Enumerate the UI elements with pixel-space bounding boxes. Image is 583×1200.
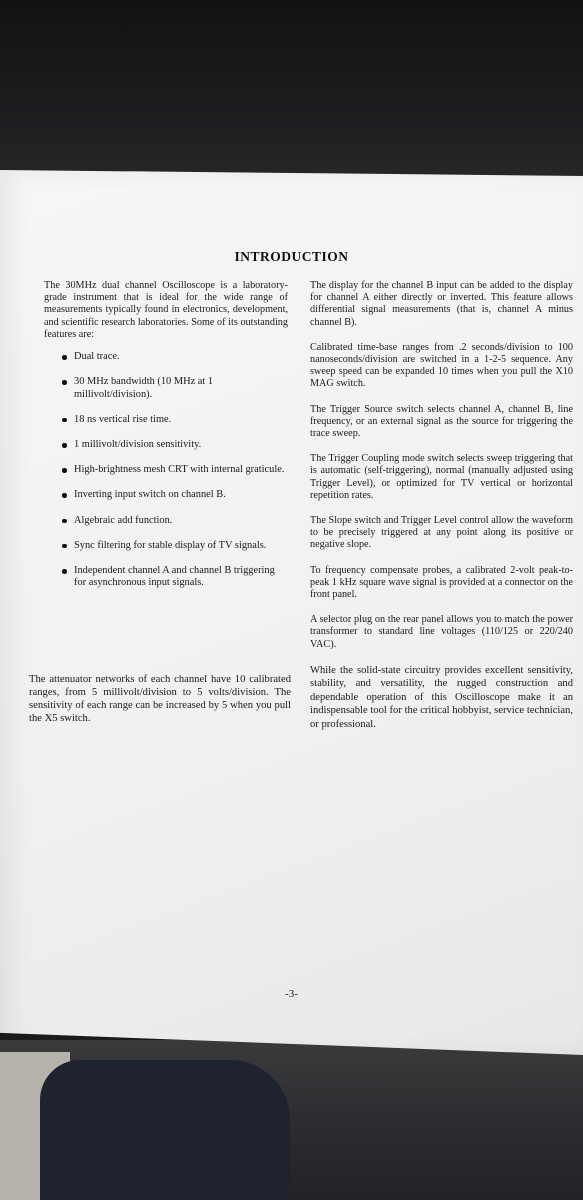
right-paragraph: To frequency compensate probes, a calibrated 2-volt peak-to-peak 1 kHz square wave signal is provided at a connector on the front panel. (310, 564, 573, 601)
left-column (44, 280, 288, 603)
feature-item: Algebraic add function. (62, 515, 288, 527)
intro-paragraph: The 30MHz dual channel Oscilloscope is a laboratory-grade instrument that is ideal for the wide range of measurements typically found in electronics, development, and scientific research laboratories. Some of its outstanding features are: (44, 280, 288, 340)
attenuator-paragraph: The attenuator networks of each channel have 10 calibrated ranges, from 5 millivolt/division to 5 volts/division. The sensitivity of each range can be increased by 5 when you pull the X5 switch. (29, 673, 291, 725)
right-paragraph: The Trigger Source switch selects channel A, channel B, line frequency, or an external signal as the source for triggering the trace sweep. (310, 403, 573, 440)
feature-item: Sync filtering for stable display of TV signals. (62, 540, 288, 552)
page-title: INTRODUCTION (234, 249, 349, 264)
feature-item: 1 millivolt/division sensitivity. (62, 439, 288, 451)
feature-item: Independent channel A and channel B triggering for asynchronous input signals. (62, 565, 288, 590)
background-top (0, 0, 583, 200)
right-paragraph: Calibrated time-base ranges from .2 seconds/division to 100 nanoseconds/division are switched in a 1-2-5 sequence. Any sweep speed can be expanded 10 times when you pull the X10 MAG switch. (310, 341, 573, 390)
feature-item: Dual trace. (62, 351, 288, 363)
right-paragraph: While the solid-state circuitry provides excellent sensitivity, stability, and versatility, the rugged construction and dependable operation of this Oscilloscope make it an indispensable tool for the critical hobbyist, service technician, or professional. (310, 664, 573, 730)
feature-item: 30 MHz bandwidth (10 MHz at 1 millivolt/division). (62, 376, 288, 401)
shoe (40, 1060, 290, 1200)
feature-item: Inverting input switch on channel B. (62, 489, 288, 501)
right-paragraph: A selector plug on the rear panel allows you to match the power transformer to standard line voltages (110/125 or 220/240 VAC). (310, 614, 573, 650)
page-number: -3- (285, 988, 298, 1000)
right-paragraph: The Trigger Coupling mode switch selects sweep triggering that is automatic (self-triggering), normal (manually adjusted using Trigger Level), or optimized for TV vertical or horizontal repetition rates. (310, 453, 573, 501)
feature-list (44, 351, 288, 590)
feature-item: High-brightness mesh CRT with internal graticule. (62, 464, 288, 476)
right-paragraph: The display for the channel B input can be added to the display for channel A either directly or inverted. This feature allows differential signal measurements (that is, channel A minus channel B). (310, 280, 573, 328)
right-paragraph: The Slope switch and Trigger Level control allow the waveform to be precisely triggered at any point along its positive or negative slope. (310, 515, 573, 551)
right-column (310, 280, 573, 744)
feature-item: 18 ns vertical rise time. (62, 414, 288, 426)
